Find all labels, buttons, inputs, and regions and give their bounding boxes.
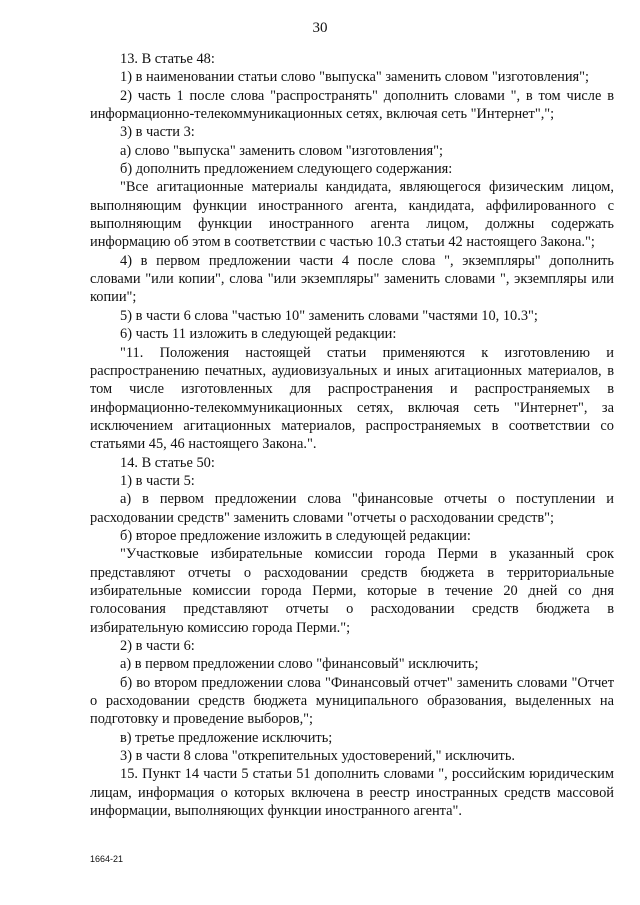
paragraph: "11. Положения настоящей статьи применяются к изготовлению и распространению печатных, аудиовизуальных и иных агитационных материалов, в том числе изготовленных для распространения и распространяемых в информационно-телекоммуникационных сетях, включая сеть "Интернет", за исключением агитационных материалов, распространяемых в соответствии со статьями 45, 46 настоящего Закона.". <box>90 344 614 453</box>
document-code: 1664-21 <box>90 854 124 864</box>
document-body <box>90 50 614 820</box>
paragraph: 15. Пункт 14 части 5 статьи 51 дополнить словами ", российским юридическим лицам, информация о которых включена в реестр иностранных средств массовой информации, выполняющих функции иностранного агента". <box>90 766 614 820</box>
paragraph: 6) часть 11 изложить в следующей редакции: <box>120 326 397 343</box>
paragraph: б) второе предложение изложить в следующей редакции: <box>120 527 471 544</box>
paragraph: 3) в части 3: <box>120 124 195 141</box>
paragraph: б) дополнить предложением следующего содержания: <box>120 161 453 178</box>
paragraph: 1) в части 5: <box>120 472 195 489</box>
paragraph: "Участковые избирательные комиссии города Перми в указанный срок представляют отчеты о расходовании средств бюджета в территориальные избирательные комиссии города Перми, которые в течение 20 дней со дня голосования представляют отчеты о расходовании средств бюджета в избирательную комиссию города Перми."; <box>90 546 614 636</box>
paragraph: 5) в части 6 слова "частью 10" заменить словами "частями 10, 10.3"; <box>120 307 538 324</box>
paragraph: а) в первом предложении слово "финансовый" исключить; <box>120 656 479 673</box>
page-number: 30 <box>312 20 328 36</box>
paragraph: "Все агитационные материалы кандидата, являющегося физическим лицом, выполняющим функции иностранного агента, кандидата, аффилированного с выполняющим функции иностранного агента лицом, должны содержать информацию об этом в соответствии с частью 10.3 статьи 42 настоящего Закона."; <box>90 179 614 251</box>
paragraph: 13. В статье 48: <box>120 51 215 67</box>
paragraph: 14. В статье 50: <box>120 454 215 471</box>
paragraph: 1) в наименовании статьи слово "выпуска" заменить словом "изготовления"; <box>120 69 590 86</box>
paragraph: 2) в части 6: <box>120 638 195 654</box>
paragraph: 4) в первом предложении части 4 после слова ", экземпляры" дополнить словами "или копии", слова "или экземпляры" заменить словами ", экземпляры или копии"; <box>90 252 614 306</box>
paragraph: а) в первом предложении слова "финансовые отчеты о поступлении и расходовании средств" заменить словами "отчеты о расходовании средств"; <box>90 491 614 526</box>
paragraph: а) слово "выпуска" заменить словом "изготовления"; <box>120 142 443 159</box>
paragraph: б) во втором предложении слова "Финансовый отчет" заменить словами "Отчет о расходовании средств бюджета муниципального образования, выделенных на подготовку и проведение выборов,"; <box>90 674 614 728</box>
paragraph: в) третье предложение исключить; <box>120 729 333 746</box>
paragraph: 3) в части 8 слова "открепительных удостоверений," исключить. <box>120 748 516 765</box>
paragraph: 2) часть 1 после слова "распространять" дополнить словами ", в том числе в информационно-телекоммуникационных сетях, включая сеть "Интернет","; <box>90 87 614 123</box>
